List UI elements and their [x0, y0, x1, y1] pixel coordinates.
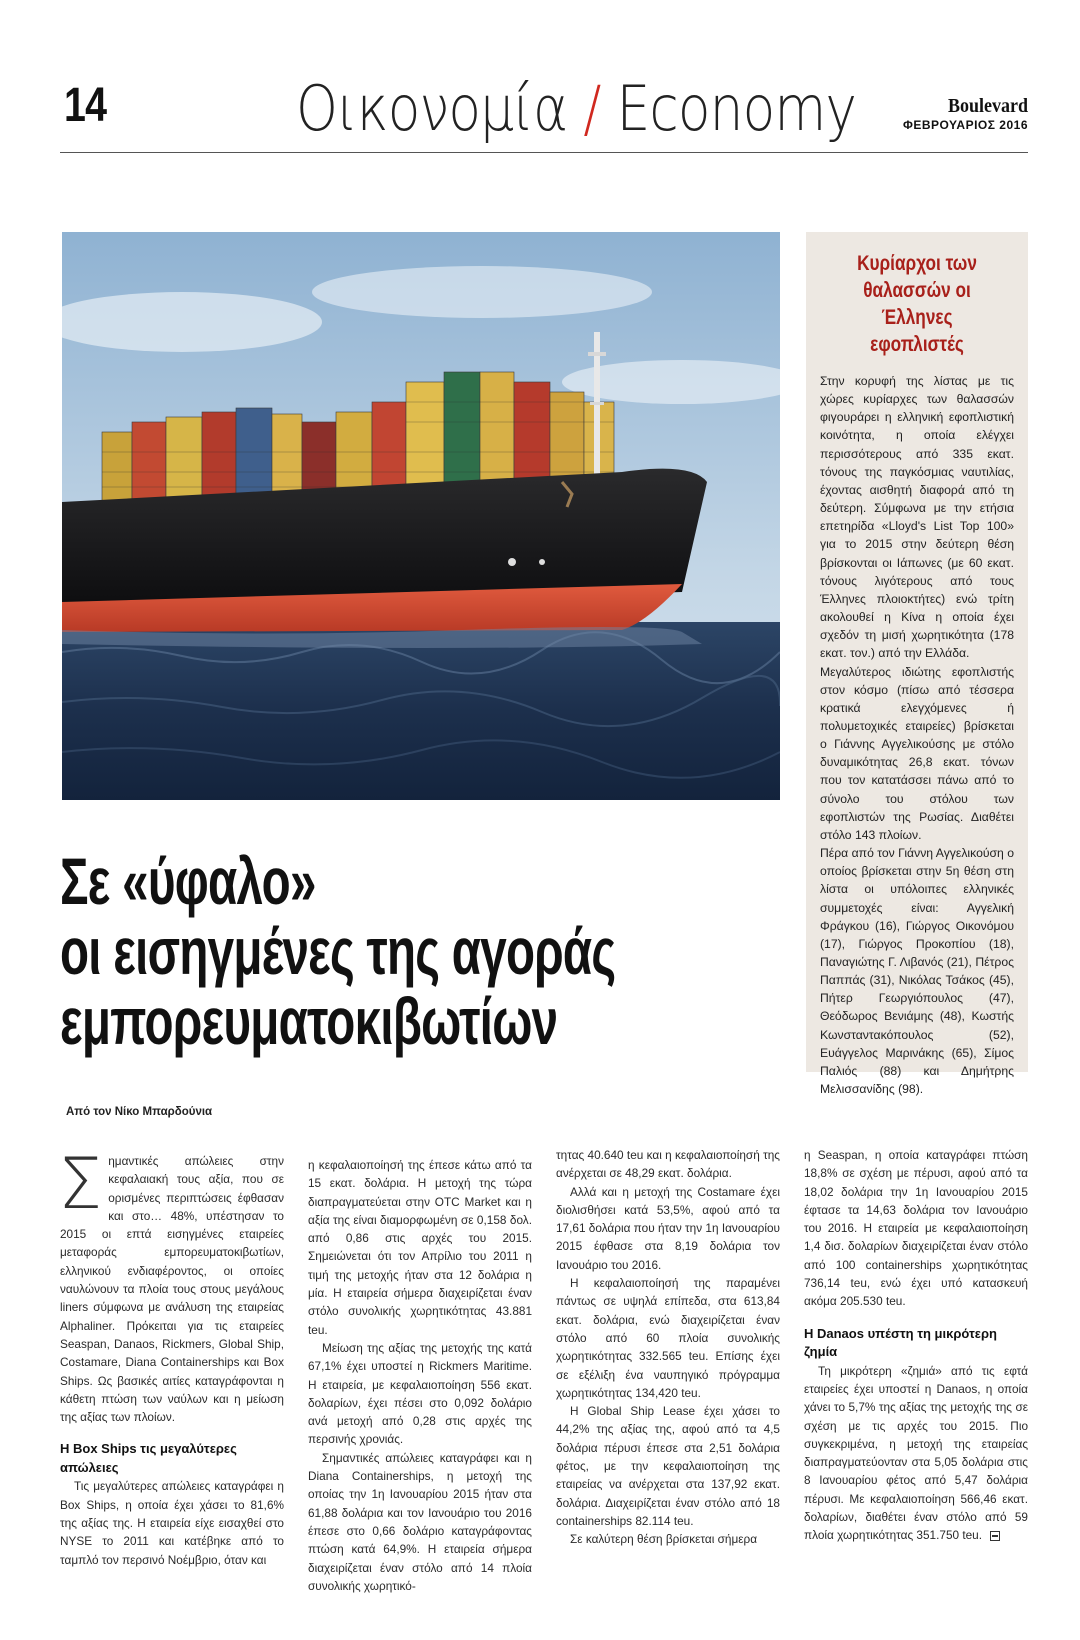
- article-column-1: [58, 1143, 284, 1569]
- article-paragraph: η Seaspan, η οποία καταγράφει πτώση 18,8% σε σχέση με πέρυσι, αφού από τα 18,02 δολάρια την 1η Ιανουαρίου 2015 έφτασε τα 14,63 δολάρια τον Ιανουάριο του 2016. Η εταιρεία με κεφαλαιοποίηση 1,4 δισ. δολαρίων διαχειρίζεται έναν στόλο από 100 containerships χωρητικότητας 736,14 teu, ενώ έχει υπό κατασκευή ακόμα 205.530 teu.: [804, 1148, 1028, 1309]
- sidebar-title: [837, 250, 996, 358]
- sidebar-title-line: θαλασσών οι Έλληνες: [863, 279, 971, 329]
- section-title: [296, 72, 856, 145]
- article-paragraph: Η Global Ship Lease έχει χάσει το 44,2% της αξίας της, αφού από τα 4,5 δολάρια πέρυσι έπεσε στα 2,51 δολάρια φέτος, με την κεφαλαιοποίηση της εταιρείας να ανέρχεται στα 137,92 εκατ. δολάρια. Διαχειρίζεται έναν στόλο από 18 containerships 82.114 teu.: [556, 1404, 780, 1528]
- headline-line: εμπορευματοκιβωτίων: [60, 984, 558, 1058]
- subheading-box-ships: Η Box Ships τις μεγαλύτερες απώλειες: [60, 1441, 237, 1475]
- page-number: 14: [64, 79, 107, 132]
- sidebar-title-line: εφοπλιστές: [870, 333, 964, 356]
- sidebar-greek-shipowners: [806, 232, 1028, 1097]
- sidebar-body: [820, 372, 1014, 1098]
- article-paragraph: η κεφαλαιοποίησή της έπεσε κάτω από τα 15 εκατ. δολάρια. Η μετοχή της τώρα διαπραγματεύεται στην OTC Market και η αξία της είναι διαμορφωμένη σε 0,158 δολ. από 0,86 στις αρχές του 2015. Σημειώνεται ότι τον Απρίλιο του 2011 η τιμή της μετοχής ήταν στα 12 δολάρια η μία. Η εταιρεία σήμερα διαχειρίζεται έναν στόλο συνολικής χωρητικότητας 43.881 teu.: [308, 1158, 532, 1337]
- sidebar-paragraph: Στην κορυφή της λίστας με τις χώρες κυρίαρχες των θαλασσών φιγουράρει η ελληνική εφοπλιστική κοινότητα, η οποία ελέγχει περισσότερους από 335 εκατ. τόνους της παγκόσμιας ναυτιλίας, έχοντας αισθητή διαφορά από τη δεύτερη. Σύμφωνα με την ετήσια επετηρίδα «Lloyd's List Top 100» για το 2015 στην δεύτερη θέση βρίσκονται οι Ιάπωνες (με 60 εκατ. τόνους λιγότερους από τους Έλληνες πλοιοκτήτες) ενώ τρίτη ακολουθεί η Κίνα η οποία έχει σχεδόν τη μισή χωρητικότητα (178 εκατ. τον.) από την Ελλάδα.: [820, 374, 1014, 661]
- article-paragraph: Μείωση της αξίας της μετοχής της κατά 67,1% έχει υποστεί η Rickmers Maritime. Η εταιρεία, με κεφαλαιοποίηση 556 εκατ. δολαρίων, έχει πέσει στο 0,092 δολάριο ανά μετοχή από 0,28 στις αρχές της περσινής χρονιάς.: [308, 1340, 532, 1447]
- article-intro: [58, 1143, 284, 1426]
- article-paragraph: Σημαντικές απώλειες καταγράφει και η Diana Containerships, η μετοχή της οποίας την 1η Ιανουαρίου 2015 ήταν στα 61,88 δολάρια και τον Ιανουάριο του 2016 έπεσε στο 0,66 δολάριο καταγράφοντας πτώση κατά 64,9%. Η εταιρεία σήμερα διαχειρίζεται έναν στόλο από 14 πλοία συνολικής χωρητικό-: [308, 1450, 532, 1593]
- section-title-separator: /: [583, 72, 601, 145]
- article-paragraph: Η κεφαλαιοποίησή της παραμένει πάντως σε υψηλά επίπεδα, στα 613,84 εκατ. δολάρια, ενώ διαχειρίζεται έναν στόλο από 60 πλοία συνολικής χωρητικότητας 332.565 teu. Επίσης έχει σε εξέλιξη ένα ναυπηγικό πρόγραμμα χωρητικότητας 134,420 teu.: [556, 1276, 780, 1400]
- headline-line: οι εισηγμένες της αγοράς: [60, 914, 616, 988]
- hero-photo-container-ship: [62, 232, 780, 800]
- article-final-text: Τη μικρότερη «ζημιά» από τις εφτά εταιρείες έχει υποστεί η Danaos, η οποία χάνει το 5,7% της αξίας της μετοχής της σε σχέση με τις αρχές του 2015. Πιο συγκεκριμένα, η μετοχή της εταιρείας διαπραγματεύονταν στα 5,05 δολάρια στις 8 Ιανουαρίου φέτος από 5,47 δολάρια πέρυσι. Με κεφαλαιοποίηση 566,46 εκατ. δολαρίων, διαθέτει έναν στόλο από 59 πλοία χωρητικότητας 351.750 teu.: [804, 1363, 1028, 1543]
- sidebar-paragraph: Πέρα από τον Γιάννη Αγγελικούση ο οποίος βρίσκεται στην 5η θέση στη λίστα οι υπόλοιπες ελληνικές συμμετοχές είναι: Αγγελική Φράγκου (16), Γιώργος Οικονόμου (17), Γιώργος Προκοπίου (18), Παναγιώτης Γ. Λιβανός (21), Πέτρος Παππάς (31), Νικόλας Τσάκος (45), Πήτερ Γεωργιόπουλος (47), Θεόδωρος Βενιάμης (48), Κωστής Κωνσταντακόπουλος (52), Ευάγγελος Μαρινάκης (65), Σίμος Παλιός (88) και Δημήτρης Μελισσανίδης (98).: [820, 846, 1014, 1097]
- headline-line: Σε «ύφαλο»: [60, 844, 316, 918]
- section-title-greek: Οικονομία: [296, 72, 568, 145]
- article-paragraph: τητας 40.640 teu και η κεφαλαιοποίησή της ανέρχεται σε 48,29 εκατ. δολάρια.: [556, 1148, 780, 1181]
- section-title-english: Economy: [616, 72, 857, 145]
- subheading-danaos: Η Danaos υπέστη τη μικρότερη ζημία: [804, 1325, 997, 1360]
- brand-logo: Boulevard: [947, 95, 1028, 117]
- end-of-article-icon: [990, 1531, 1000, 1541]
- article-column-4: [804, 1146, 1028, 1545]
- article-paragraph: Τις μεγαλύτερες απώλειες καταγράφει η Box Ships, η οποία έχει χάσει το 81,6% της αξίας της. Η εταιρεία είχε εισαχθεί στο NYSE το 2011 και κατέβηκε από το ταμπλό τον περσινό Νοέμβριο, όταν και: [60, 1479, 284, 1567]
- article-column-2: [308, 1156, 532, 1595]
- issue-date: ΦΕΒΡΟΥΑΡΙΟΣ 2016: [902, 118, 1028, 132]
- article-paragraph: Σε καλύτερη θέση βρίσκεται σήμερα: [570, 1532, 758, 1547]
- article-intro-text: ημαντικές απώλειες στην κεφαλαιακή τους αξία, που σε ορισμένες περιπτώσεις έφθασαν και στο… 48%, υπέστησαν το 2015 οι επτά εισηγμένες εταιρείες μεταφοράς εμπορευματοκιβωτίων, ελληνικού ενδιαφέροντος, οι οποίες ναυλώνουν τα πλοία τους στους μεγάλους liners σύμφωνα με ανάλυση της εταιρείας Alphaliner. Πρόκειται για τις εταιρείες Seaspan, Danaos, Rickmers, Global Ship, Costamare, Diana Containerships και Box Ships. Ως βασικές αιτίες καταγράφονται η κάθετη πτώση των ναύλων και η μείωση της αξίας των πλοίων.: [60, 1154, 284, 1425]
- header-rule: [60, 152, 1028, 153]
- sidebar-title-line: Κυρίαρχοι των: [857, 252, 977, 275]
- ship-illustration: [62, 232, 780, 800]
- sidebar-paragraph: Μεγαλύτερος ιδιώτης εφοπλιστής στον κόσμο (πίσω από τέσσερα κρατικά ελεγχόμενες ή πολυμετοχικές εταιρείες) βρίσκεται ο Γιάννης Αγγελικούσης με στόλο δυναμικότητας 26,8 εκατ. τόνων που τον κατατάσσει πάνω από το σύνολο του στόλου των εφοπλιστών της Ρωσίας. Διαθέτει στόλο 143 πλοίων.: [820, 664, 1014, 842]
- masthead-brand: [903, 96, 1028, 132]
- article-paragraph-final: [804, 1362, 1028, 1545]
- byline: Από τον Νίκο Μπαρδούνια: [66, 1106, 213, 1118]
- article-paragraph: Αλλά και η μετοχή της Costamare έχει διολισθήσει κατά 53,5%, αφού από τα 17,61 δολάρια που ήταν την 1η Ιανουαρίου 2015 έφθασε στα 8,19 δολάρια τον Ιανουάριο του 2016.: [556, 1184, 780, 1272]
- article-headline: [60, 846, 820, 1056]
- dropcap: Σ: [58, 1143, 103, 1225]
- article-column-3: [556, 1146, 780, 1549]
